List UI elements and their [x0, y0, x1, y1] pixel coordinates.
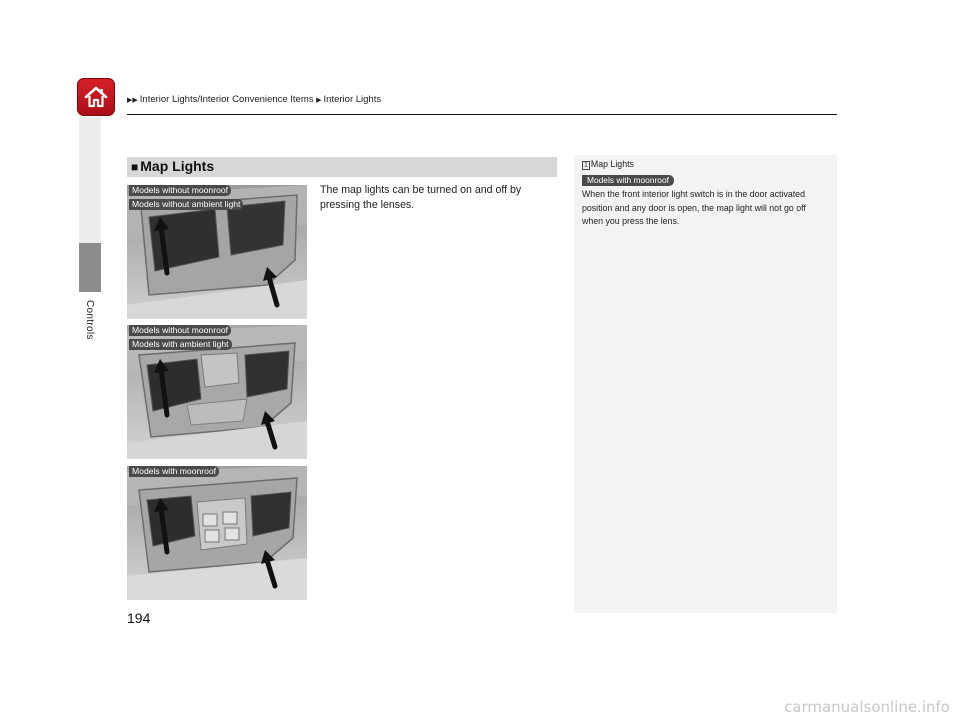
breadcrumb-arrow-icon: ▶▶ — [127, 97, 138, 104]
sidebar-tab-marker — [79, 243, 101, 292]
model-tag: Models without ambient light — [129, 199, 243, 210]
note-title-text: Map Lights — [590, 159, 634, 169]
square-bullet-icon: ■ — [131, 160, 139, 174]
figure-map-lights-without-moonroof-with-ambient — [127, 325, 307, 459]
figure-map-lights-without-moonroof-without-ambient — [127, 185, 307, 319]
home-icon — [82, 83, 110, 111]
breadcrumb-item[interactable]: Interior Lights — [323, 94, 382, 105]
note-index-icon: 1 — [584, 162, 588, 169]
section-title-text: Map Lights — [140, 158, 215, 174]
model-tag: Models with ambient light — [129, 339, 232, 350]
header-divider — [127, 114, 837, 115]
model-tag: Models with moonroof — [129, 466, 219, 477]
page-number: 194 — [127, 610, 151, 626]
figure-map-lights-with-moonroof — [127, 466, 307, 600]
section-body-text: The map lights can be turned on and off by pressing the lenses. — [320, 184, 522, 211]
console-photo — [127, 466, 307, 600]
note-model-tag: Models with moonroof — [582, 175, 674, 186]
model-tag: Models without moonroof — [129, 185, 231, 196]
section-title — [131, 158, 214, 174]
sidebar-section-label: Controls — [84, 300, 95, 340]
watermark: carmanualsonline.info — [784, 698, 950, 716]
breadcrumb-arrow-icon: ▶ — [316, 97, 322, 104]
sidebar-strip — [79, 117, 101, 243]
home-button[interactable] — [77, 78, 115, 116]
breadcrumb-item[interactable]: Interior Lights/Interior Convenience Items — [139, 94, 314, 105]
section-heading-bar — [127, 157, 557, 177]
side-note-panel — [574, 155, 837, 613]
note-title — [582, 159, 634, 169]
breadcrumb — [127, 94, 381, 105]
note-text: When the front interior light switch is in the door activated position and any door is open, the map light will not go off when you press the lens. — [582, 189, 806, 226]
model-tag: Models without moonroof — [129, 325, 231, 336]
